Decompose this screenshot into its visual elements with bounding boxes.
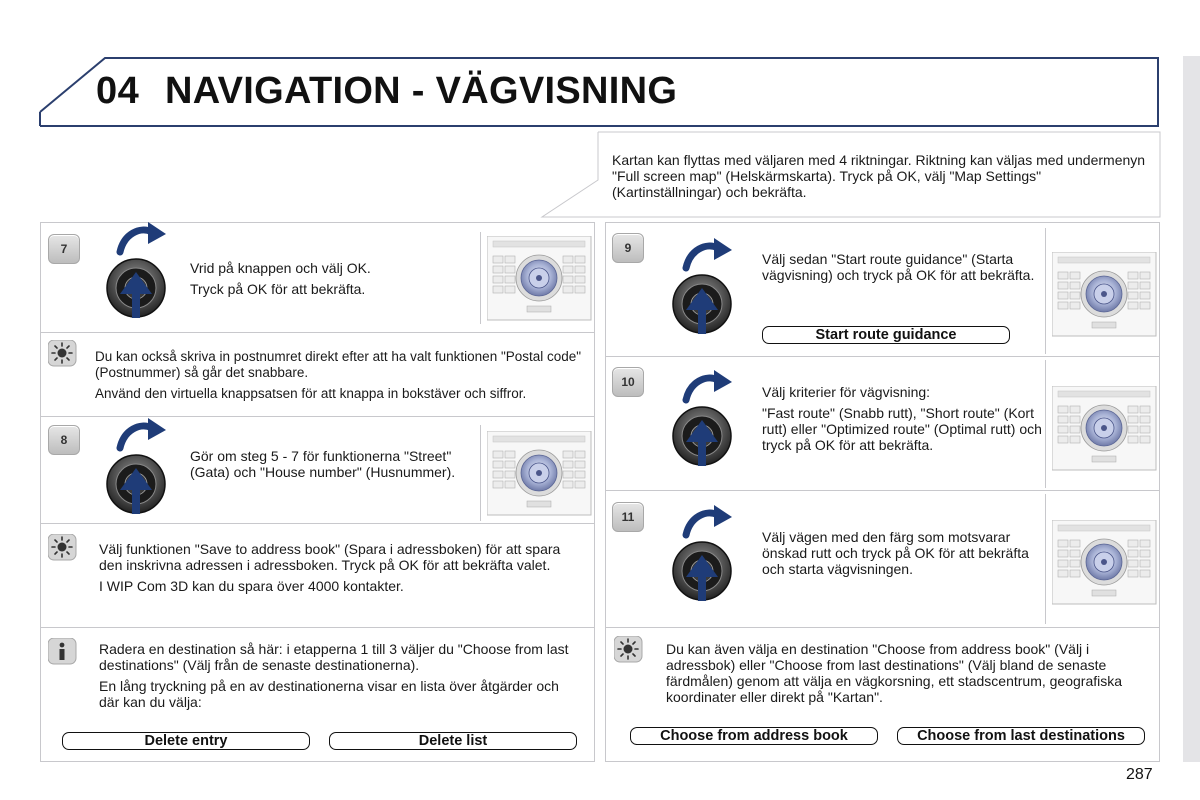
chapter-number: 04 (96, 70, 140, 112)
rotary-knob-icon (672, 238, 734, 342)
step10-line2: "Fast route" (Snabb rutt), "Short route" (Kort rutt) eller "Optimized route" (Optimal rutt) och tryck på OK för att bekräfta. (762, 405, 1042, 453)
tip-icon (48, 534, 78, 562)
tip-icon (614, 636, 644, 664)
tip-save-line1: Välj funktionen "Save to address book" (Spara i adressboken) för att spara den inskrivna adressen i adressboken. Tryck på OK för att bekräfta valet. (99, 541, 561, 573)
rotary-knob-icon (106, 418, 168, 522)
step11-text: Välj vägen med den färg som motsvarar önskad rutt och tryck på OK för att bekräfta och starta vägvisningen. (762, 529, 1029, 577)
radio-panel-illustration (487, 431, 593, 517)
tip-postcode-line2: Använd den virtuella knappsatsen för att knappa in bokstäver och siffror. (95, 386, 527, 401)
step10-line1: Välj kriterier för vägvisning: (762, 384, 931, 400)
step7-line1: Vrid på knappen och välj OK. (190, 260, 371, 276)
step7-text (190, 260, 470, 302)
choose-from-last-destinations-button[interactable]: Choose from last destinations (897, 727, 1145, 745)
tip-choose-text: Du kan även välja en destination "Choose from address book" (Välj i adressbok) eller "Choose from last destinations" (Välj bland de senaste färdmålen) genom att välja en vägkorsning, ett stadscentrum, geografiska koordinater eller direkt på "Kartan". (666, 641, 1123, 705)
radio-panel-illustration (1052, 252, 1158, 338)
step9-text: Välj sedan "Start route guidance" (Starta vägvisning) och tryck på OK för att bekräfta. (762, 251, 1035, 283)
step-badge: 7 (48, 234, 80, 264)
page-number: 287 (1126, 766, 1153, 783)
start-route-guidance-button[interactable]: Start route guidance (762, 326, 1010, 344)
step-badge: 11 (612, 502, 644, 532)
radio-panel-illustration (1052, 520, 1158, 606)
radio-panel-illustration (1052, 386, 1158, 472)
tip-save-line2: I WIP Com 3D kan du spara över 4000 kontakter. (99, 578, 404, 594)
tip-icon (48, 340, 78, 368)
info-delete-line1: Radera en destination så här: i etapperna 1 till 3 väljer du "Choose from last destinations" (Välj från de senaste destinationerna). (99, 641, 569, 673)
step10-text (762, 384, 1042, 458)
delete-entry-button[interactable]: Delete entry (62, 732, 310, 750)
page-edge-strip (1183, 56, 1200, 762)
rotary-knob-icon (106, 222, 168, 326)
choose-from-address-book-button[interactable]: Choose from address book (630, 727, 878, 745)
info-delete-text (99, 641, 579, 715)
rotary-knob-icon (672, 370, 734, 474)
info-icon (48, 638, 78, 666)
tip-save-text (99, 541, 569, 599)
tip-postcode-text (95, 349, 585, 407)
radio-panel-illustration (487, 236, 593, 322)
step-badge: 8 (48, 425, 80, 455)
step-badge: 10 (612, 367, 644, 397)
step-badge: 9 (612, 233, 644, 263)
info-delete-line2: En lång tryckning på en av destinationerna visar en lista över åtgärder och där kan du välja: (99, 678, 559, 710)
tip-postcode-line1: Du kan också skriva in postnumret direkt efter att ha valt funktionen "Postal code" (Postnummer) så går det snabbare. (95, 349, 582, 380)
delete-list-button[interactable]: Delete list (329, 732, 577, 750)
step8-text: Gör om steg 5 - 7 för funktionerna "Street" (Gata) och "House number" (Husnummer). (190, 448, 456, 480)
step7-line2: Tryck på OK för att bekräfta. (190, 281, 366, 297)
rotary-knob-icon (672, 505, 734, 609)
intro-callout-text: Kartan kan flyttas med väljaren med 4 riktningar. Riktning kan väljas med undermenyn "Full screen map" (Helskärmskarta). Tryck på OK, välj "Map Settings" (Kartinställningar) och bekräfta. (612, 152, 1146, 200)
chapter-title: NAVIGATION - VÄGVISNING (165, 70, 678, 112)
